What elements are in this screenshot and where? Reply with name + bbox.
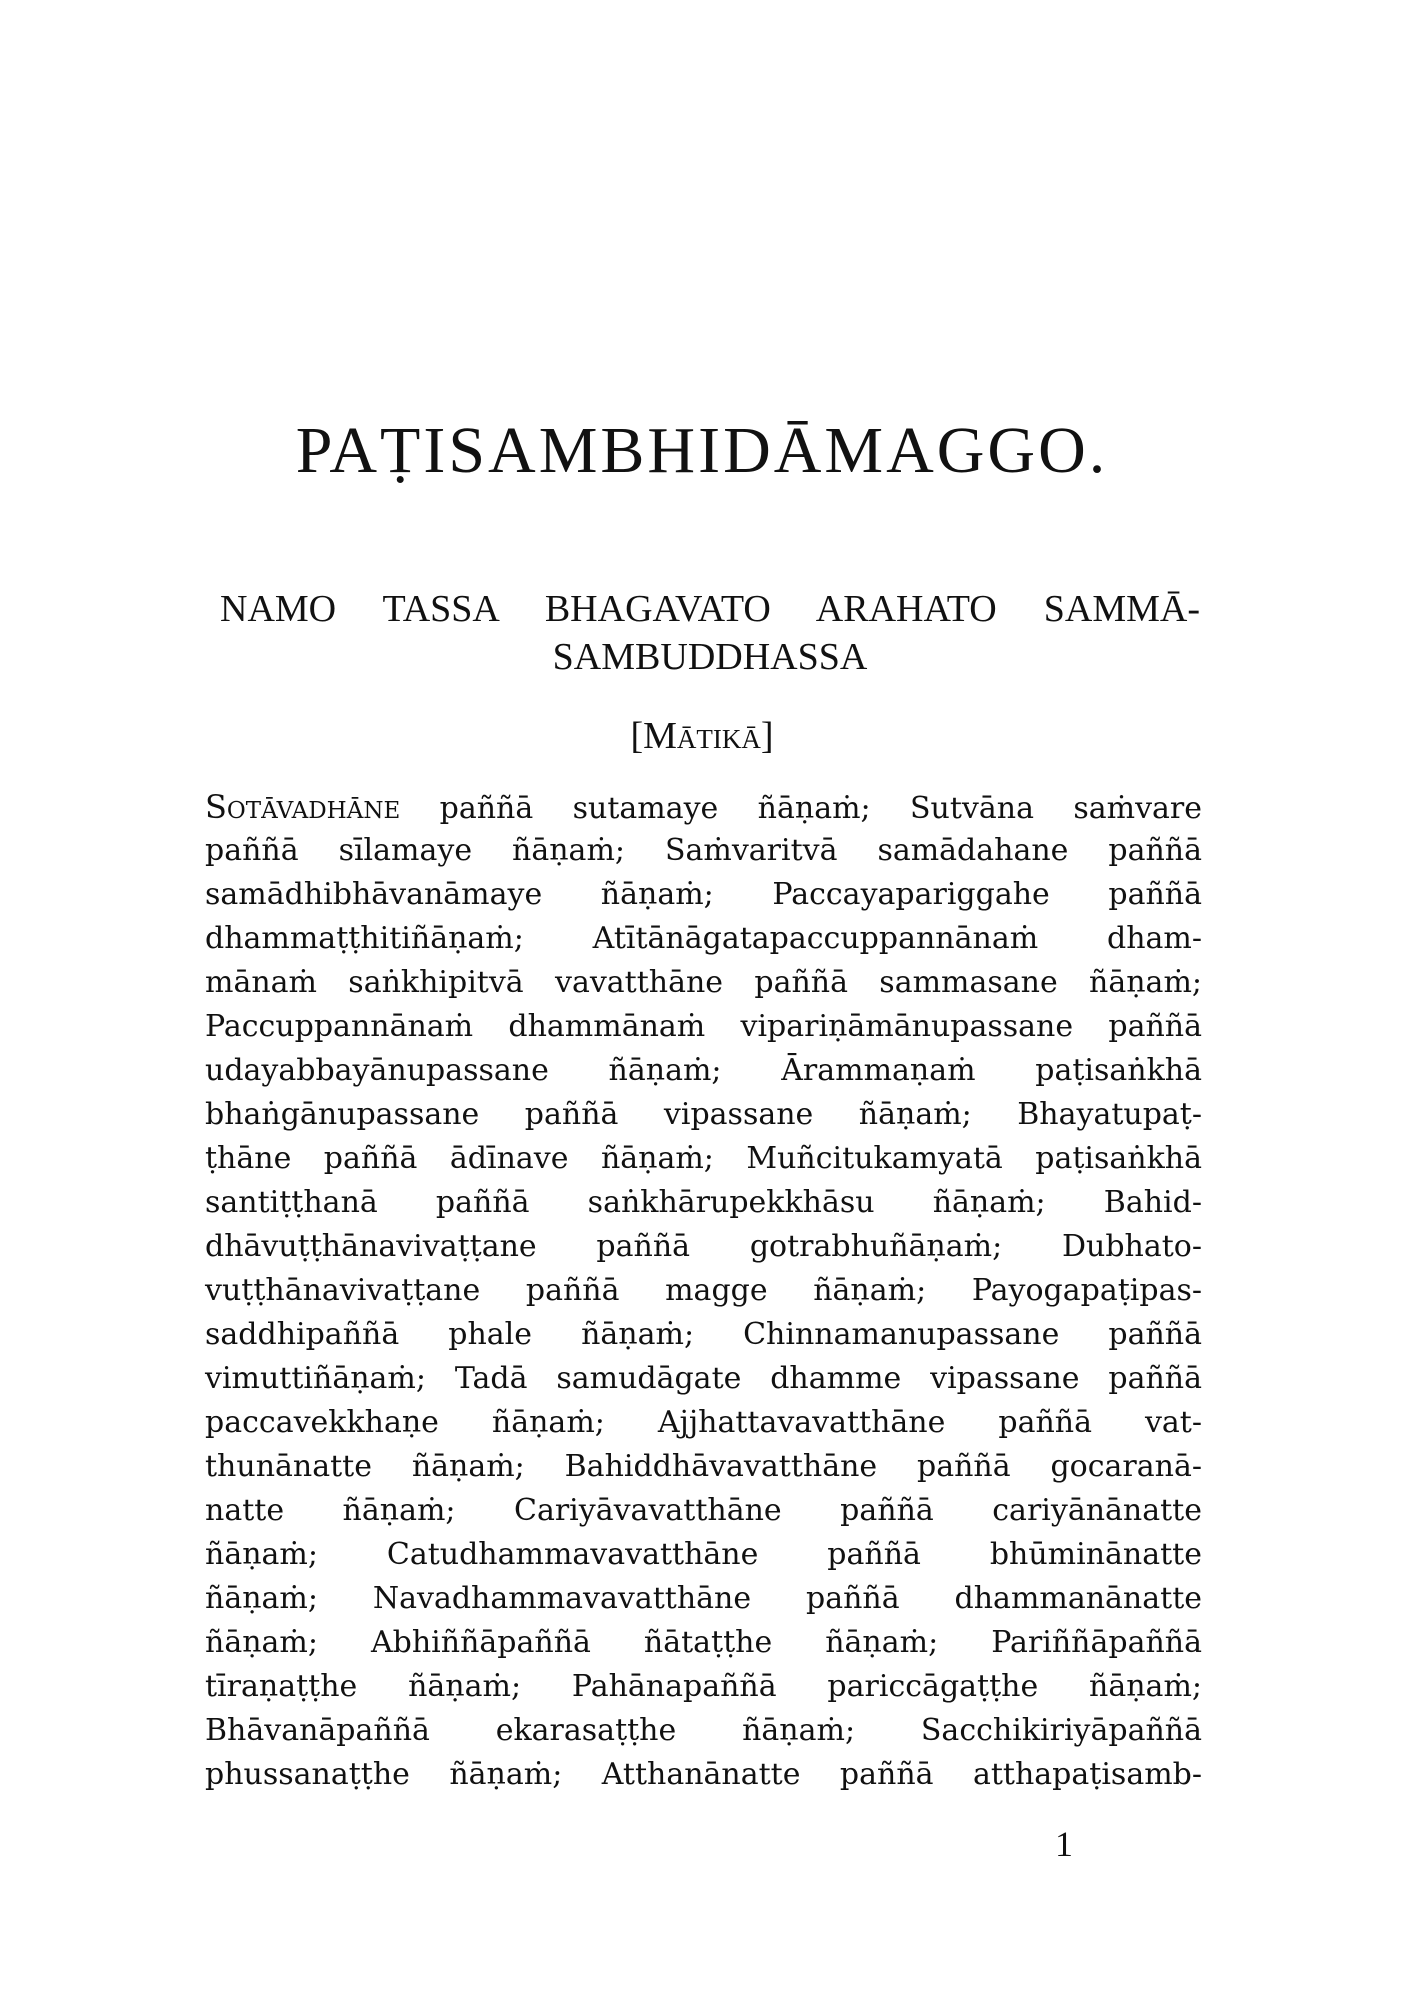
- body-line: dhammaṭṭhitiñāṇaṁ; Atītānāgatapaccuppannānaṁ dham-: [205, 921, 1202, 956]
- body-line: saddhipaññā phale ñāṇaṁ; Chinnamanupassane paññā: [205, 1317, 1202, 1352]
- body-line: tīraṇaṭṭhe ñāṇaṁ; Pahānapaññā pariccāgaṭṭhe ñāṇaṁ;: [205, 1669, 1202, 1704]
- body-line: Paccuppannānaṁ dhammānaṁ vipariṇāmānupassane paññā: [205, 1009, 1202, 1044]
- body-line-first: [205, 785, 1202, 829]
- lead-smallcaps: OTĀVADHĀNE: [226, 798, 401, 824]
- invocation-line-1: NAMO TASSA BHAGAVATO ARAHATO SAMMĀ-: [220, 588, 1200, 630]
- body-line: samādhibhāvanāmaye ñāṇaṁ; Paccayapariggahe paññā: [205, 877, 1202, 912]
- body-line: natte ñāṇaṁ; Cariyāvavatthāne paññā cariyānānatte: [205, 1493, 1202, 1528]
- section-heading-open-bracket: [: [630, 715, 644, 757]
- body-line: phussanaṭṭhe ñāṇaṁ; Atthanānatte paññā atthapaṭisamb-: [205, 1757, 1202, 1792]
- page-number: 1: [1055, 1824, 1073, 1864]
- section-heading-rest: ĀTIKĀ: [676, 724, 761, 754]
- section-heading-matika: [0, 712, 1404, 763]
- body-line: dhāvuṭṭhānavivaṭṭane paññā gotrabhuñāṇaṁ; Dubhato-: [205, 1229, 1202, 1264]
- body-line: bhaṅgānupassane paññā vipassane ñāṇaṁ; Bhayatupaṭ-: [205, 1097, 1202, 1132]
- body-line: vimuttiñāṇaṁ; Tadā samudāgate dhamme vipassane paññā: [205, 1361, 1202, 1396]
- section-heading-close-bracket: ]: [760, 715, 774, 757]
- page-title: PAṬISAMBHIDĀMAGGO.: [295, 414, 1109, 487]
- invocation-line-2: SAMBUDDHASSA: [552, 636, 868, 678]
- body-line: thunānatte ñāṇaṁ; Bahiddhāvavatthāne paññā gocaranā-: [205, 1449, 1202, 1484]
- body-line: udayabbayānupassane ñāṇaṁ; Ārammaṇaṁ paṭisaṅkhā: [205, 1053, 1202, 1088]
- body-line: ñāṇaṁ; Navadhammavavatthāne paññā dhammanānatte: [205, 1581, 1202, 1616]
- body-line: mānaṁ saṅkhipitvā vavatthāne paññā sammasane ñāṇaṁ;: [205, 965, 1202, 1000]
- body-paragraph: [205, 785, 1202, 1797]
- invocation-heading: [220, 585, 1200, 681]
- body-line: Bhāvanāpaññā ekarasaṭṭhe ñāṇaṁ; Sacchikiriyāpaññā: [205, 1713, 1202, 1748]
- lead-initial: S: [205, 788, 227, 826]
- body-line: paññā sīlamaye ñāṇaṁ; Saṁvaritvā samādahane paññā: [205, 833, 1202, 868]
- first-line-text: paññā sutamaye ñāṇaṁ; Sutvāna saṁvare: [400, 791, 1202, 826]
- body-line: paccavekkhaṇe ñāṇaṁ; Ajjhattavavatthāne paññā vat-: [205, 1405, 1202, 1440]
- body-line: ñāṇaṁ; Abhiññāpaññā ñātaṭṭhe ñāṇaṁ; Pariññāpaññā: [205, 1625, 1202, 1660]
- body-line: santiṭṭhanā paññā saṅkhārupekkhāsu ñāṇaṁ; Bahid-: [205, 1185, 1202, 1220]
- body-line: ñāṇaṁ; Catudhammavavatthāne paññā bhūminānatte: [205, 1537, 1202, 1572]
- body-line: vuṭṭhānavivaṭṭane paññā magge ñāṇaṁ; Payogapaṭipas-: [205, 1273, 1202, 1308]
- body-line: ṭhāne paññā ādīnave ñāṇaṁ; Muñcitukamyatā paṭisaṅkhā: [205, 1141, 1202, 1176]
- section-heading-initial: M: [643, 715, 677, 757]
